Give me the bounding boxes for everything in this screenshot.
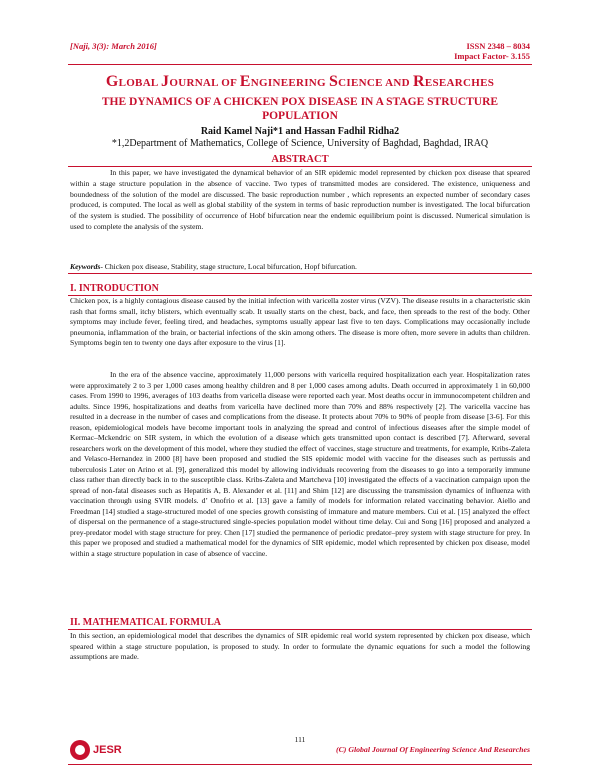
top-divider [68,64,532,65]
header-journal-info [454,41,530,61]
math-paragraph-1: In this section, an epidemiological model that describes the dynamics of SIR epidemic real world system represented by chicken pox disease, which speared within a stage structure population, is proposed to study. In order to formulate the dynamic equations for such a model the following assumptions are made. [70,631,530,661]
paper-title: THE DYNAMICS OF A CHICKEN POX DISEASE IN A STAGE STRUCTURE POPULATION [101,96,499,122]
keywords [70,262,530,271]
journal-name: GLOBAL JOURNAL OF ENGINEERING SCIENCE AND RESEARCHES [105,73,495,90]
logo-text: JESR [93,744,122,756]
abstract-heading: ABSTRACT [271,154,329,165]
page-number: 111 [294,735,306,744]
logo-icon [70,740,90,760]
section-heading-introduction: I. INTRODUCTION [70,283,159,294]
intro-paragraph-2: In the era of the absence vaccine, approximately 11,000 persons with varicella required hospitalization each year. Hospitalization rates were approximately 2 to 3 per 1,000 cases among healthy children and 8 per 1,000 cases among adults. Death occurred in approximately 1 in 60,000 cases. From 1990 to 1996, averages of 103 deaths from varicella disease were reported each year. Most deaths occur in immunocompetent children and adults. Since 1996, hospitalizations and deaths from varicella have declined more than 70% and 88% respectively [2]. The varicella vaccine has resulted in a decrease in the number of cases and complications from the disease. It protects about 70% to 90% of people from disease [3-6]. For this reason, epidemiological models have become important tools in analyzing the spread and control of infectious diseases after the simple model of Kermac–Mckendric on SIR system, in which the evolution of a disease which gets transmitted upon contact is described [7]. Afterward, several researchers work on the development of this model, where they studied the effect of vaccines, stage structure and treatments, for example, Kribs-Zaleta and Velasco-Hernandez in 2000 [8] have been proposed and studied the SIS epidemic model with vaccine for the diseases such as pertussis and tuberculosis Later on Arino et al. [9], generalized this model by allowing individuals recovering from the diseases to go into a temporarily immune class rather than directly back in to the susceptible class. Kribs-Zaleta and Martcheva [10] investigated the effects of a vaccination campaign upon the spread of non-fatal diseases such as Hepatitis A, B. Alexander et al. [11] and Shim [12] are discussing the transmission dynamics of influenza with vaccination through using SVIR models. d’ Onofrio et al. [13] gave a family of models for information related vaccinating behavior. Aiello and Freedman [14] studied a stage-structured model of one species growth consisting of immature and mature members. Cui et al. [15] analyzed the effect of dispersal on the permanence of a stage-structured single-species population model without time delay. Cui and Song [16] proposed and analyzed a prey-predator model with stage structure for prey. Chen [17] studied the permanence of periodic predator–prey system with stage structure for prey. In this paper we proposed and studied a mathematical model for the dynamics of SIR epidemic, model which represented by chicken pox disease, model within a stage structure population in case of absence of vaccine. [70,370,530,558]
section-heading-math: II. MATHEMATICAL FORMULA [70,617,222,628]
header-issn: ISSN 2348 – 8034 [466,41,530,51]
header-impact-factor: Impact Factor- 3.155 [454,51,530,61]
journal-logo [70,735,122,765]
keywords-text: - Chicken pox disease, Stability, stage structure, Local bifurcation, Hopf bifurcation. [100,262,357,271]
bottom-divider [68,764,532,765]
authors: Raid Kamel Naji*1 and Hassan Fadhil Ridha2 [200,126,400,137]
affiliation: *1,2Department of Mathematics, College of Science, University of Baghdad, Baghdad, IRAQ [111,138,489,149]
section-divider [68,629,532,630]
keywords-divider [68,273,532,274]
header-citation: [Naji, 3(3): March 2016] [70,41,157,51]
footer-copyright: (C) Global Journal Of Engineering Science And Researches [336,745,530,754]
intro-paragraph-1: Chicken pox, is a highly contagious disease caused by the initial infection with varicella zoster virus (VZV). The disease results in a characteristic skin rash that forms small, itchy blisters, which eventually scab. It usually starts on the chest, back, and face, then spreads to the rest of the body. Other symptoms may include fever, feeling tired, and headaches, symptoms usually appear last five to ten days. Complications may occasionally include pneumonia, inflammation of the brain, or bacterial infections of the skin among others. The disease is more often, more severe in adults than children. Symptoms begin ten to twenty one days after exposure to the virus [1]. [70,296,530,347]
keywords-label: Keywords [70,262,101,271]
abstract-text: In this paper, we have investigated the dynamical behavior of an SIR epidemic model represented by chicken pox disease that speared within a stage structure population in the absence of vaccine. Two types of transmitted modes are considered. The existence, uniqueness and boundedness of the solution of the model are discussed. The basic reproduction number , which represents an expected number of secondary cases produced, is computed. The local as well as global stability of the system in terms of basic reproduction number is investigated. The local bifurcation of the system is studied. The possibility of occurrence of Hobf bifurcation near the endemic equilibrium point is discussed. Numerical simulation is used to complete the analysis of the system. [70,168,530,231]
abstract-divider [68,166,532,167]
